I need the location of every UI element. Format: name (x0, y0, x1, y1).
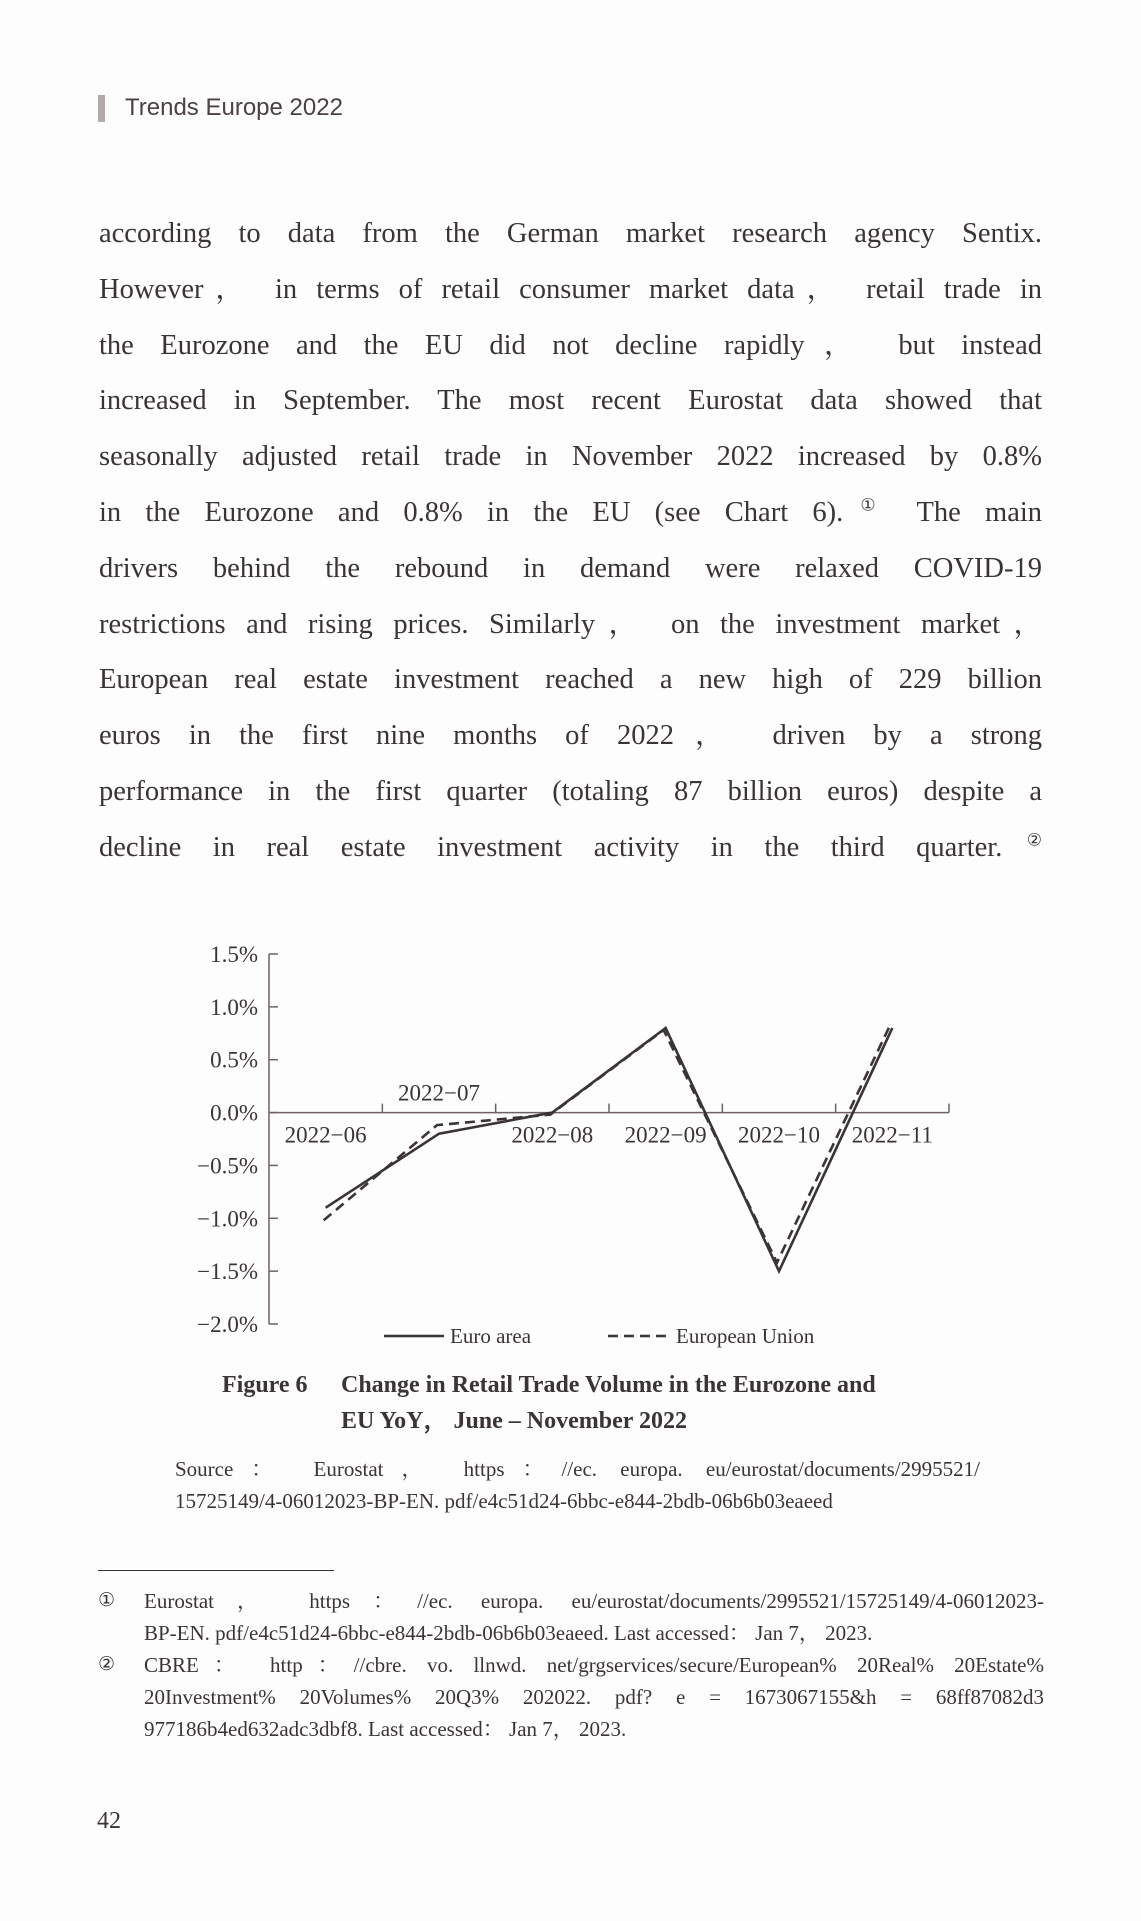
body-line: drivers behind the rebound in demand were relaxed COVID-19 (99, 552, 1042, 584)
footnote-line: BP-EN. pdf/e4c51d24-6bbc-e844-2bdb-06b6b03eaeed. Last accessed： Jan 7， 2023. (144, 1621, 873, 1645)
footnotes (98, 1585, 1044, 1745)
figure-caption (222, 1367, 876, 1439)
series-line-euro-area (326, 1028, 893, 1271)
footnote-line: CBRE： http：//cbre. vo. llnwd. net/grgservices/secure/European% 20Real% 20Estate% (144, 1653, 1044, 1677)
figure-label: Figure 6 (222, 1372, 308, 1398)
x-tick-label: 2022−06 (284, 1122, 367, 1148)
footnote-mark: ① (98, 1590, 116, 1611)
body-line: euros in the first nine months of 2022， driven by a strong (99, 720, 1042, 752)
body-line: performance in the first quarter (totaling 87 billion euros) despite a (99, 775, 1042, 807)
footnote-line: 20Investment% 20Volumes% 20Q3% 202022. pdf? e = 1673067155&h = 68ff87082d3 (144, 1685, 1044, 1709)
x-tick-label: 2022−07 (398, 1080, 480, 1106)
source-line: 15725149/4-06012023-BP-EN. pdf/e4c51d24-6bbc-e844-2bdb-06b6b03eaeed (175, 1489, 833, 1513)
y-tick-label: 1.5% (210, 942, 258, 967)
figure-source (175, 1453, 980, 1517)
footnote-ref-1[interactable]: ① (843, 495, 893, 515)
page-number: 42 (97, 1808, 121, 1834)
figure-title-line1: Change in Retail Trade Volume in the Eurozone and (341, 1372, 876, 1398)
x-tick-label: 2022−08 (511, 1122, 594, 1148)
body-line: increased in September. The most recent Eurostat data showed that (99, 385, 1042, 417)
figure-title-line2: EU YoY， June – November 2022 (341, 1408, 687, 1434)
footnote-1 (98, 1585, 1044, 1649)
body-line: according to data from the German market research agency Sentix. (99, 218, 1042, 249)
running-header-title: Trends Europe 2022 (125, 94, 343, 121)
body-line-text: decline in real estate investment activity in the third quarter. (99, 831, 1003, 863)
body-line: the Eurozone and the EU did not decline rapidly， but instead (99, 329, 1042, 361)
y-tick-label: −1.5% (197, 1259, 258, 1285)
y-tick-label: 0.0% (210, 1100, 258, 1126)
legend-label-european-union: European Union (676, 1324, 815, 1348)
footnote-line: 977186b4ed632adc3dbf8. Last accessed： Jan 7， 2023. (144, 1717, 627, 1741)
footnote-mark: ② (98, 1654, 116, 1675)
footnote-divider (98, 1570, 334, 1571)
x-tick-label: 2022−11 (851, 1122, 933, 1148)
y-tick-label: 0.5% (210, 1047, 258, 1073)
x-tick-label: 2022−10 (738, 1122, 820, 1148)
body-line: However， in terms of retail consumer market data， retail trade in (99, 273, 1042, 305)
footnote-2 (98, 1649, 1044, 1745)
source-line: Source： Eurostat， https：//ec. europa. eu/eurostat/documents/2995521/ (175, 1457, 980, 1481)
y-tick-label: 1.0% (210, 994, 258, 1020)
body-line-text: in the Eurozone and 0.8% in the EU (see Chart 6). (99, 496, 844, 528)
y-tick-label: −1.0% (197, 1206, 258, 1232)
legend-label-euro-area: Euro area (450, 1324, 532, 1348)
y-tick-label: −2.0% (197, 1312, 258, 1337)
footnote-line: Eurostat， https：//ec. europa. eu/eurostat/documents/2995521/15725149/4-06012023- (144, 1589, 1044, 1613)
body-line: seasonally adjusted retail trade in November 2022 increased by 0.8% (99, 441, 1042, 473)
footnote-ref-2[interactable]: ② (1002, 830, 1042, 850)
y-tick-label: −0.5% (197, 1153, 258, 1179)
body-line-tail: The main (892, 496, 1043, 528)
body-line: European real estate investment reached a new high of 229 billion (99, 664, 1042, 696)
x-tick-label: 2022−09 (624, 1122, 707, 1148)
body-line: restrictions and rising prices. Similarly， on the investment market， (99, 608, 1042, 640)
